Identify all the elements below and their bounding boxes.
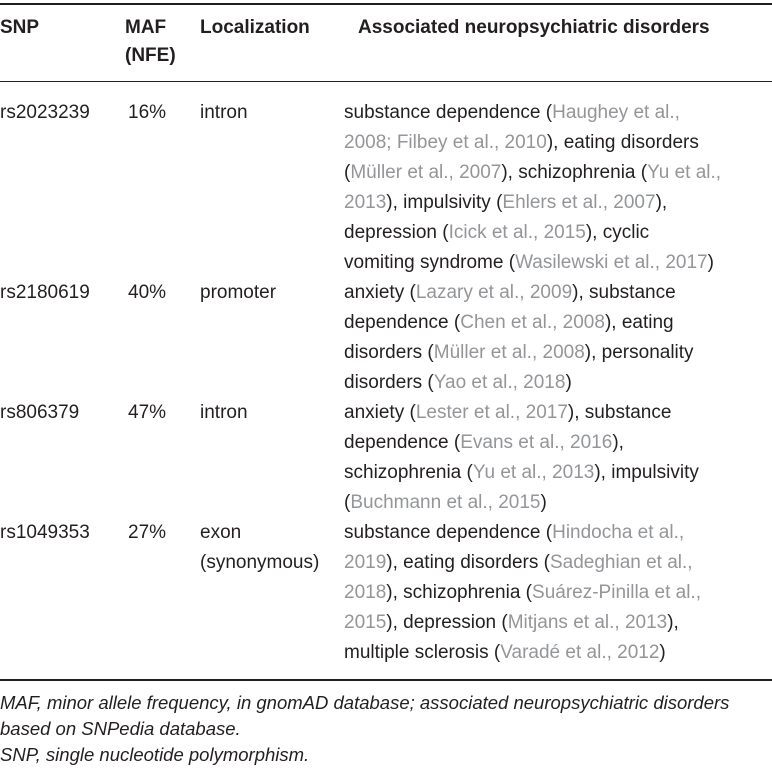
header-maf-line2: (NFE) [125,45,176,66]
citation-link[interactable]: 2015 [344,612,387,633]
disorder-text: vomiting syndrome ( [344,252,516,273]
citation-link[interactable]: Yao et al., 2018 [433,372,566,393]
disorder-text: ), eating disorders ( [386,552,550,573]
disorders-line [344,398,772,428]
disorders-line [344,278,772,308]
table-cell-localization [200,278,276,308]
table-top-rule [0,3,772,5]
footnote-snp: SNP, single nucleotide polymorphism. [0,744,310,765]
disorder-text: anxiety ( [344,282,416,303]
disorder-text: ( [344,162,351,183]
header-maf [125,14,176,70]
localization-line: promoter [200,282,277,303]
table-cell-maf: 47% [128,402,167,423]
citation-link[interactable]: Lester et al., 2017 [415,402,568,423]
disorder-text: schizophrenia ( [344,462,473,483]
disorder-text: dependence ( [344,312,461,333]
disorder-text: anxiety ( [344,402,416,423]
disorders-line [344,488,772,518]
citation-link[interactable]: Mitjans et al., 2013 [507,612,668,633]
localization-line: intron [200,102,248,123]
disorders-line [344,308,772,338]
localization-line: (synonymous) [200,552,320,573]
disorder-text: ) [540,492,547,513]
disorders-line [344,188,772,218]
table-cell-maf: 27% [128,522,167,543]
citation-link[interactable]: Haughey et al., [552,102,680,123]
citation-link[interactable]: Lazary et al., 2009 [415,282,573,303]
citation-link[interactable]: Varadé et al., 2012 [500,642,660,663]
header-maf-line1: MAF [125,17,167,38]
disorders-line [344,248,772,278]
disorder-text: ), depression ( [386,612,508,633]
disorders-line [344,578,772,608]
disorders-line [344,518,772,548]
disorder-text: ), substance [567,402,672,423]
disorder-text: ), eating [604,312,674,333]
disorders-line [344,128,772,158]
disorder-text: ), schizophrenia ( [386,582,533,603]
header-rule [0,81,772,82]
disorders-line [344,158,772,188]
disorders-line [344,218,772,248]
disorder-text: disorders ( [344,342,434,363]
table-cell-snp: rs2180619 [0,282,90,303]
table-cell-maf: 16% [128,102,167,123]
table-cell-disorders [344,398,772,518]
table-cell-snp: rs2023239 [0,102,90,123]
header-disorders: Associated neuropsychiatric disorders [358,17,710,38]
disorder-text: disorders ( [344,372,434,393]
disorder-text: ( [344,492,351,513]
footnote-maf-cont: based on SNPedia database. [0,718,241,739]
disorder-text: ), [655,192,668,213]
citation-link[interactable]: Hindocha et al., [552,522,685,543]
disorder-text: substance dependence ( [344,522,553,543]
citation-link[interactable]: Sadeghian et al., [549,552,693,573]
disorder-text: depression ( [344,222,449,243]
header-localization: Localization [200,17,310,38]
disorders-line [344,338,772,368]
table-cell-disorders [344,278,772,398]
disorder-text: ), substance [572,282,676,303]
citation-link[interactable]: 2019 [344,552,387,573]
citation-link[interactable]: Buchmann et al., 2015 [350,492,541,513]
disorder-text: ), schizophrenia ( [501,162,648,183]
disorder-text: ), personality [584,342,694,363]
disorder-text: ), impulsivity [594,462,699,483]
localization-line: exon [200,522,242,543]
disorder-text: ) [707,252,714,273]
disorder-text: ), impulsivity ( [386,192,503,213]
disorders-line [344,98,772,128]
citation-link[interactable]: Yu et al., [647,162,722,183]
disorders-line [344,368,772,398]
citation-link[interactable]: Müller et al., 2008 [433,342,585,363]
citation-link[interactable]: 2018 [344,582,387,603]
citation-link[interactable]: Wasilewski et al., 2017 [515,252,708,273]
citation-link[interactable]: Müller et al., 2007 [350,162,502,183]
header-snp: SNP [0,17,40,38]
table-cell-disorders [344,518,772,668]
disorders-line [344,608,772,638]
disorders-line [344,458,772,488]
table-cell-snp: rs1049353 [0,522,90,543]
disorder-text: ), [612,432,624,453]
disorders-line [344,638,772,668]
citation-link[interactable]: Yu et al., 2013 [472,462,595,483]
disorder-text: multiple sclerosis ( [344,642,501,663]
disorder-text: ), [667,612,679,633]
citation-link[interactable]: Ehlers et al., 2007 [502,192,656,213]
table-bottom-rule [0,679,772,681]
footnote-maf: MAF, minor allele frequency, in gnomAD database; associated neuropsychiatric disorders [0,692,730,713]
table-cell-localization [200,98,248,128]
disorders-line [344,548,772,578]
disorder-text: ) [565,372,572,393]
disorder-text: ) [659,642,666,663]
disorder-text: ), cyclic [585,222,650,243]
disorder-text: substance dependence ( [344,102,553,123]
table-cell-localization [200,398,248,428]
localization-line: intron [200,402,248,423]
table-cell-maf: 40% [128,282,167,303]
citation-link[interactable]: Icick et al., 2015 [448,222,586,243]
disorder-text: dependence ( [344,432,461,453]
citation-link[interactable]: Chen et al., 2008 [460,312,605,333]
citation-link[interactable]: Suárez-Pinilla et al., [532,582,701,603]
table-cell-localization [200,518,319,578]
citation-link[interactable]: 2013 [344,192,387,213]
disorder-text: ), eating disorders [546,132,699,153]
table-cell-snp: rs806379 [0,402,80,423]
disorders-line [344,428,772,458]
citation-link[interactable]: 2008; Filbey et al., 2010 [344,132,547,153]
table-cell-disorders [344,98,772,278]
citation-link[interactable]: Evans et al., 2016 [460,432,613,453]
